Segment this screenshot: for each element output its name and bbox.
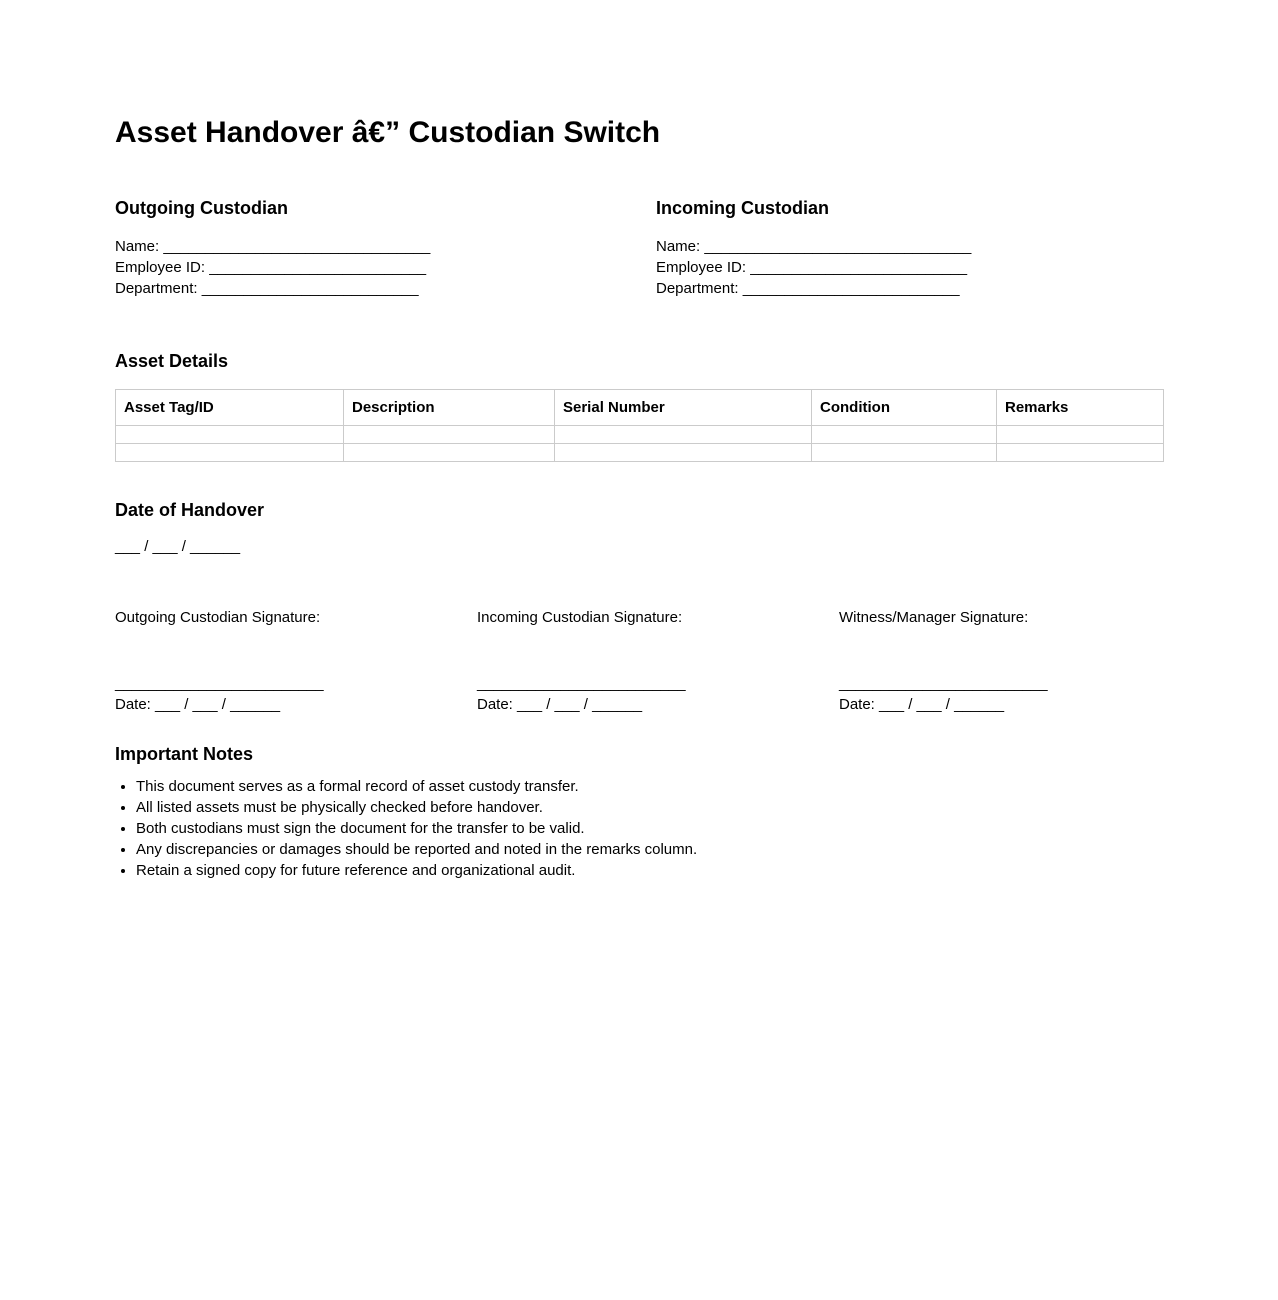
witness-manager-signature-date-line: Date: ___ / ___ / ______ [839,696,1005,713]
table-row [116,426,1164,444]
outgoing-employee-id-field: Employee ID: __________________________ [115,259,427,276]
witness-manager-signature-label: Witness/Manager Signature: [839,609,1029,626]
note-item: • Both custodians must sign the document for the transfer to be valid. [136,818,1163,839]
column-header-serial-number: Serial Number [555,390,812,426]
note-item: • This document serves as a formal record of asset custody transfer. [136,776,1163,797]
asset-details-heading: Asset Details [115,351,229,371]
column-header-description: Description [344,390,555,426]
table-row [116,444,1164,462]
date-of-handover-heading: Date of Handover [115,500,265,520]
date-of-handover-blank: ___ / ___ / ______ [115,538,241,555]
witness-manager-signature-block [839,607,1163,715]
incoming-signature-block [477,607,839,715]
column-header-remarks: Remarks [997,390,1164,426]
table-cell [812,426,997,444]
table-cell [116,444,344,462]
outgoing-signature-label: Outgoing Custodian Signature: [115,609,321,626]
important-notes-list [115,776,1163,881]
outgoing-custodian-heading: Outgoing Custodian [115,198,288,218]
table-cell [997,426,1164,444]
outgoing-signature-block [115,607,477,715]
table-cell [555,426,812,444]
asset-details-table [115,389,1164,462]
signature-blocks [115,607,1163,715]
outgoing-custodian-section [115,196,656,299]
note-item: • Any discrepancies or damages should be reported and noted in the remarks column. [136,839,1163,860]
table-cell [344,444,555,462]
custodian-sections [115,196,1163,299]
outgoing-signature-date-line: Date: ___ / ___ / ______ [115,696,281,713]
note-item: • All listed assets must be physically checked before handover. [136,797,1163,818]
witness-manager-signature-line: _________________________ [839,675,1048,692]
column-header-condition: Condition [812,390,997,426]
incoming-signature-label: Incoming Custodian Signature: [477,609,683,626]
table-cell [116,426,344,444]
incoming-custodian-section [656,196,1163,299]
incoming-custodian-fields [656,236,1163,299]
incoming-employee-id-field: Employee ID: __________________________ [656,259,968,276]
incoming-signature-line: _________________________ [477,675,686,692]
incoming-custodian-heading: Incoming Custodian [656,198,829,218]
incoming-name-field: Name: ________________________________ [656,238,972,255]
outgoing-signature-line: _________________________ [115,675,324,692]
note-item: • Retain a signed copy for future reference and organizational audit. [136,860,1163,881]
document-title: Asset Handover â€” Custodian Switch [115,116,661,149]
table-header-row [116,390,1164,426]
outgoing-name-field: Name: ________________________________ [115,238,431,255]
table-cell [812,444,997,462]
table-cell [997,444,1164,462]
table-cell [344,426,555,444]
table-cell [555,444,812,462]
incoming-department-field: Department: __________________________ [656,280,960,297]
incoming-signature-date-line: Date: ___ / ___ / ______ [477,696,643,713]
important-notes-heading: Important Notes [115,744,254,764]
outgoing-custodian-fields [115,236,656,299]
column-header-asset-tag-id: Asset Tag/ID [116,390,344,426]
outgoing-department-field: Department: __________________________ [115,280,419,297]
